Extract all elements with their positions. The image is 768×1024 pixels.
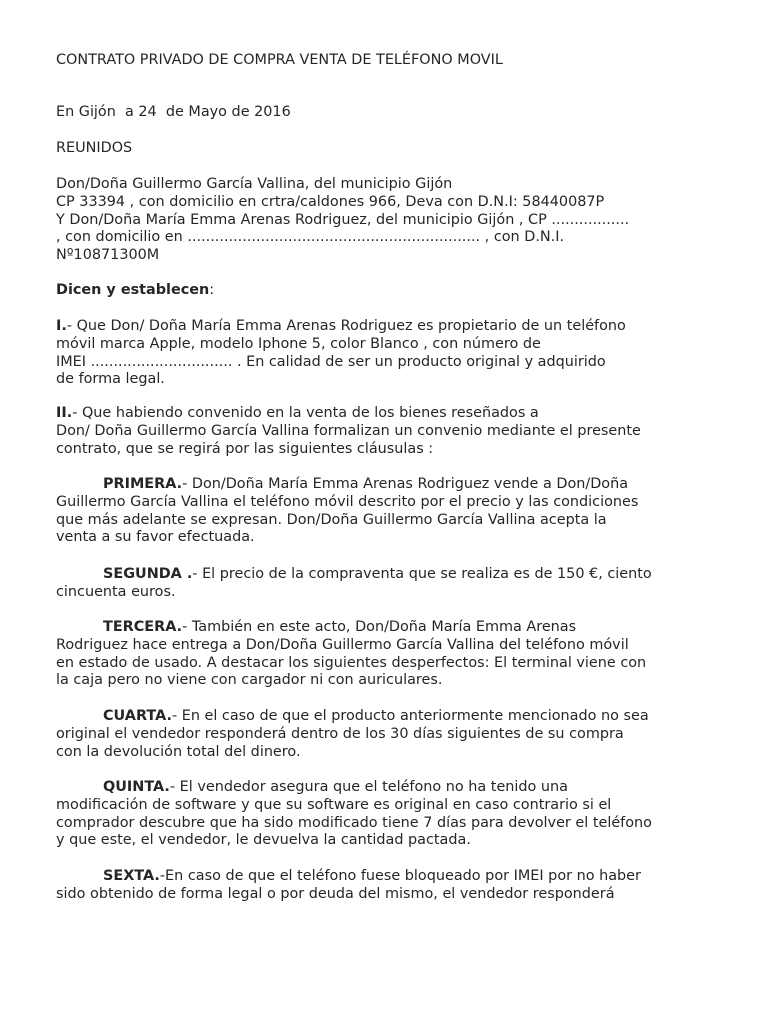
party-line: CP 33394 , con domicilio en crtra/caldones 966, Deva con D.N.I: 58440087P <box>56 193 605 210</box>
clause-cuarta-line: con la devolución total del dinero. <box>56 743 301 760</box>
party-line: Nº10871300M <box>56 247 160 264</box>
clause-cuarta-label: CUARTA. <box>103 708 172 724</box>
clause-quinta-line: y que este, el vendedor, le devuelva la cantidad pactada. <box>56 832 471 849</box>
clause-tercera-line: en estado de usado. A destacar los siguientes desperfectos: El terminal viene con <box>56 654 647 671</box>
point-i-line: de forma legal. <box>56 371 165 388</box>
clause-primera-line: venta a su favor efectuada. <box>56 529 255 546</box>
point-ii-line: Don/ Doña Guillermo García Vallina formalizan un convenio mediante el presente <box>56 422 641 439</box>
clause-tercera-text: - También en este acto, Don/Doña María Emma Arenas <box>182 619 577 635</box>
clause-tercera-line <box>103 619 576 637</box>
clause-segunda-label: SEGUNDA . <box>103 566 193 582</box>
clause-cuarta-text: - En el caso de que el producto anteriormente mencionado no sea <box>171 708 649 724</box>
date-line: En Gijón a 24 de Mayo de 2016 <box>56 104 291 120</box>
clause-primera-line: que más adelante se expresan. Don/Doña Guillermo García Vallina acepta la <box>56 511 607 528</box>
point-ii-text: - Que habiendo convenido en la venta de los bienes reseñados a <box>72 405 539 421</box>
point-ii-line: contrato, que se regirá por las siguientes cláusulas : <box>56 440 434 457</box>
clause-primera-label: PRIMERA. <box>103 476 183 492</box>
clause-segunda-line <box>103 566 652 584</box>
clause-tercera-line: la caja pero no viene con cargador ni con auriculares. <box>56 672 443 689</box>
clause-sexta-text: -En caso de que el teléfono fuese bloqueado por IMEI por no haber <box>159 868 641 884</box>
dicen-heading <box>56 282 214 300</box>
clause-cuarta-line: original el vendedor responderá dentro de los 30 días siguientes de su compra <box>56 725 624 742</box>
party-line: Y Don/Doña María Emma Arenas Rodriguez, del municipio Gijón , CP ................. <box>56 211 630 228</box>
point-ii-number: II. <box>56 405 73 421</box>
point-i-line: IMEI ............................... . En calidad de ser un producto original y adquirido <box>56 353 606 370</box>
clause-quinta-line: comprador descubre que ha sido modificado tiene 7 días para devolver el teléfono <box>56 814 652 831</box>
clause-tercera-line: Rodriguez hace entrega a Don/Doña Guillermo García Vallina del teléfono móvil <box>56 636 629 653</box>
clause-segunda-line: cincuenta euros. <box>56 583 176 600</box>
document-title: CONTRATO PRIVADO DE COMPRA VENTA DE TELÉFONO MOVIL <box>56 52 503 68</box>
point-i-line <box>56 318 626 336</box>
clause-quinta-text: - El vendedor asegura que el teléfono no ha tenido una <box>169 779 568 795</box>
dicen-colon: : <box>209 282 215 298</box>
clause-primera-line <box>103 476 628 494</box>
clause-cuarta-line <box>103 708 649 726</box>
clause-primera-text: - Don/Doña María Emma Arenas Rodriguez vende a Don/Doña <box>182 476 629 492</box>
party-line: , con domicilio en ................................................................ , con D.N.I. <box>56 229 565 246</box>
dicen-label: Dicen y establecen <box>56 282 210 298</box>
clause-quinta-line <box>103 779 568 797</box>
point-i-text: - Que Don/ Doña María Emma Arenas Rodriguez es propietario de un teléfono <box>66 318 626 334</box>
clause-sexta-line: sido obtenido de forma legal o por deuda del mismo, el vendedor responderá <box>56 885 615 902</box>
clause-sexta-label: SEXTA. <box>103 868 160 884</box>
clause-quinta-label: QUINTA. <box>103 779 170 795</box>
clause-sexta-line <box>103 868 641 886</box>
point-i-line: móvil marca Apple, modelo Iphone 5, color Blanco , con número de <box>56 335 541 352</box>
reunidos-heading: REUNIDOS <box>56 140 133 156</box>
party-line: Don/Doña Guillermo García Vallina, del municipio Gijón <box>56 176 453 192</box>
clause-quinta-line: modificación de software y que su software es original en caso contrario si el <box>56 796 612 813</box>
point-ii-line <box>56 405 539 423</box>
point-i-number: I. <box>56 318 67 334</box>
clause-tercera-label: TERCERA. <box>103 619 183 635</box>
clause-segunda-text: - El precio de la compraventa que se realiza es de 150 €, ciento <box>192 566 652 582</box>
clause-primera-line: Guillermo García Vallina el teléfono móvil descrito por el precio y las condiciones <box>56 493 639 510</box>
